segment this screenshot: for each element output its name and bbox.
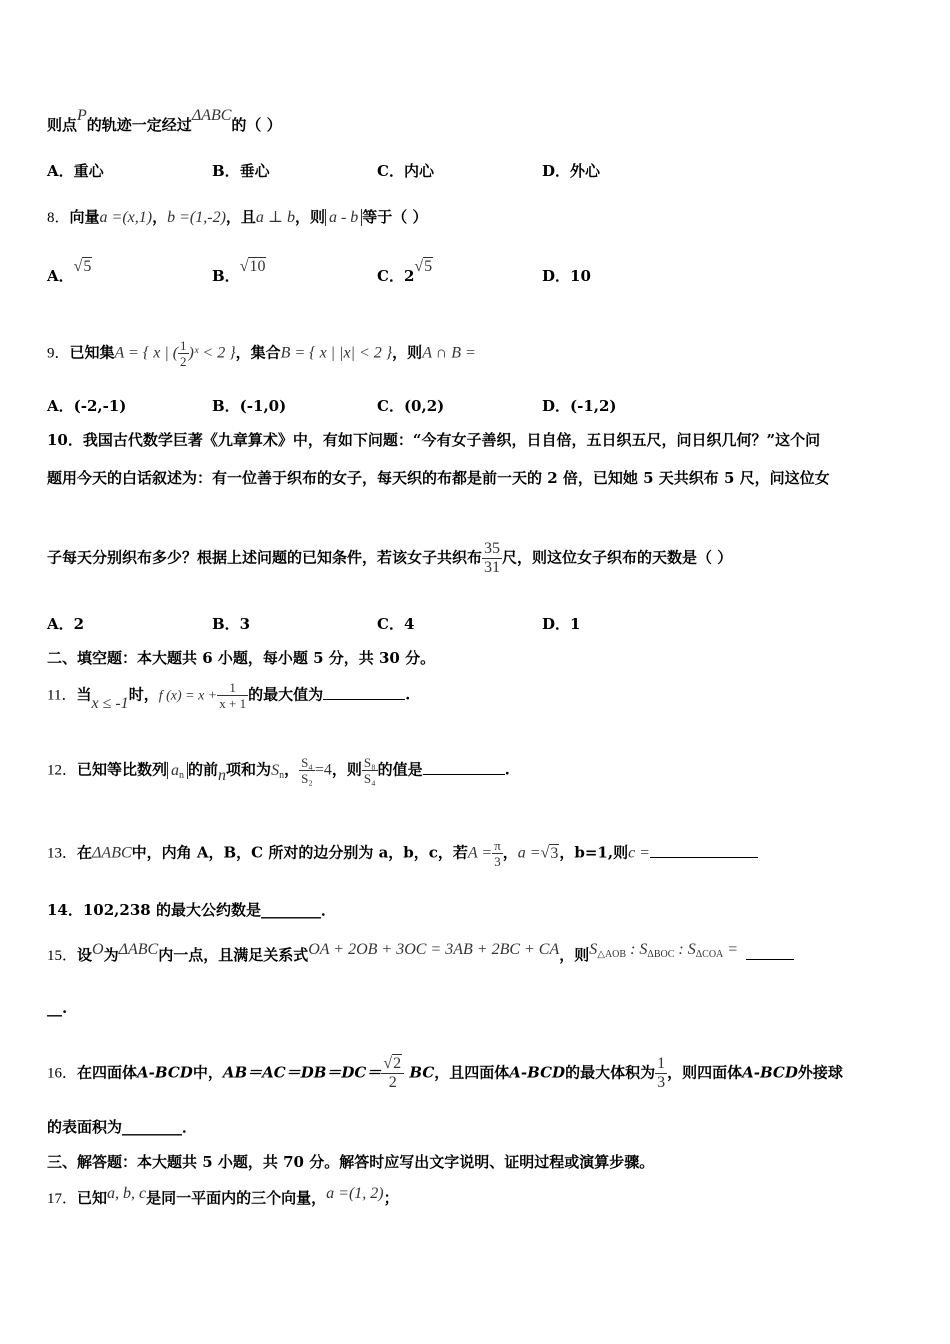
q13-stem — [47, 838, 758, 869]
q7-stem — [47, 107, 282, 136]
q9-option-a[interactable]: A．(-2,-1) — [47, 397, 127, 415]
q16-line-2: 的表面积为________． — [47, 1118, 198, 1136]
q16-volume-bottom: 3 — [657, 1074, 666, 1091]
q8-perp: a ⊥ b — [255, 209, 295, 226]
q7-text-a: 则点 — [47, 116, 78, 134]
q9-option-d[interactable]: D．(-1,2) — [542, 397, 617, 415]
q12-seq-sub: n — [179, 769, 185, 781]
q12-n: n — [218, 766, 227, 784]
q12-sn-sub: n — [279, 769, 285, 781]
q8-option-b-label: B． — [212, 267, 240, 285]
q15-text-4: ，则 — [559, 946, 590, 964]
q7-option-a[interactable]: A．重心 — [47, 162, 104, 180]
q13-triangle: ΔABC — [92, 844, 132, 862]
q13-side-c: c = — [628, 844, 650, 862]
q8-option-a-label: A． — [47, 267, 74, 285]
q10-option-b[interactable]: B．3 — [212, 615, 251, 633]
section-2-heading: 二、填空题：本大题共 6 小题，每小题 5 分，共 30 分。 — [47, 649, 436, 667]
q8-text-3: ，则 — [294, 208, 325, 226]
q16-sqrt2-bottom: 2 — [388, 1074, 397, 1091]
q10-line-3 — [47, 540, 732, 577]
q9-number: 9． — [47, 345, 70, 362]
q16-stem — [47, 1055, 843, 1092]
q10-text-b: 尺，则这位女子织布的天数是（ ） — [502, 548, 733, 567]
q13-pi-bottom: 3 — [494, 854, 501, 869]
q12-text-1: 已知等比数列 — [77, 760, 168, 779]
q9-half-top: 1 — [180, 338, 187, 353]
q12-ratio-1-bottom: S₂ — [301, 771, 313, 786]
q15-point-o: O — [92, 941, 104, 958]
q7-option-c[interactable]: C．内心 — [377, 162, 434, 180]
q8-text-4: 等于（ ） — [362, 208, 428, 226]
q16-equalities: AB＝AC＝DB＝DC＝ — [222, 1063, 382, 1082]
q8-option-a-value: 5 — [83, 258, 92, 275]
q13-text-3: ，b=1,则 — [559, 843, 629, 862]
q15-colon-2: : S — [674, 941, 696, 958]
q10-line-1: 10．我国古代数学巨著《九章算术》中，有如下问题：“今有女子善织，日自倍，五日织五尺，问日织几何？”这个问 — [47, 431, 821, 449]
q15-relation: OA + 2OB + 3OC = 3AB + 2BC + CA — [308, 941, 560, 958]
q15-stem — [47, 941, 794, 971]
q11-condition: x ≤ ‑1 — [91, 694, 129, 712]
q13-pi-fraction — [492, 838, 503, 869]
q13-sqrt-value: 3 — [550, 844, 559, 862]
q15-text-3: 内一点，且满足关系式 — [158, 946, 309, 964]
q9-text-1: 已知集 — [69, 343, 115, 362]
q8-abs-diff: a ‑ b — [325, 209, 362, 226]
q17-text-3: ； — [383, 1189, 399, 1207]
q9-option-b[interactable]: B．(-1,0) — [212, 397, 287, 415]
q10-text-a: 子每天分别织布多少？根据上述问题的已知条件，若该女子共织布 — [47, 548, 483, 567]
q7-option-b[interactable]: B．垂心 — [212, 162, 270, 180]
q11-text-2: 时， — [128, 685, 159, 704]
q12-end: . — [504, 760, 510, 779]
q16-number: 16． — [47, 1065, 78, 1082]
q7-point-p: P — [77, 107, 87, 124]
q15-equals: = — [723, 941, 739, 958]
q10-option-a[interactable]: A．2 — [47, 615, 85, 633]
q12-comma: ， — [284, 760, 300, 779]
q12-text-2: 的前 — [188, 760, 219, 779]
q11-fraction-top: 1 — [217, 680, 248, 696]
q17-number: 17． — [47, 1191, 78, 1207]
q17-text-2: 是同一平面内的三个向量， — [146, 1189, 327, 1207]
q12-text-4: ，则 — [331, 760, 362, 779]
q16-volume-top: 1 — [657, 1055, 666, 1072]
q7-text-c: 的（ ） — [231, 116, 282, 134]
q8-option-c-value: 5 — [424, 258, 433, 275]
q8-option-c-sqrt: √5 — [414, 258, 433, 275]
q12-ratio-2 — [362, 755, 378, 786]
q9-stem — [47, 338, 476, 369]
q11-number: 11． — [47, 687, 77, 704]
q8-option-b-sqrt: √10 — [239, 258, 266, 275]
q16-sqrt2-fraction — [381, 1055, 404, 1092]
q16-text-4: 的最大体积为 — [565, 1063, 656, 1082]
q16-bc: BC — [409, 1063, 435, 1082]
q16-sqrt2-value: 2 — [393, 1055, 402, 1072]
q15-number: 15． — [47, 948, 78, 964]
q12-equals-4: =4 — [314, 761, 332, 779]
q17-vector-a: a =(1, 2) — [326, 1185, 384, 1202]
q14-stem: 14．102,238 的最大公约数是________． — [47, 901, 336, 919]
q17-stem — [47, 1185, 399, 1209]
q9-option-c[interactable]: C．(0,2) — [377, 397, 445, 415]
q12-ratio-2-bottom: S₄ — [363, 771, 376, 786]
q9-half-bottom: 2 — [180, 354, 187, 369]
q12-seq-a: a — [171, 761, 180, 779]
q11-function: f (x) = x + — [158, 688, 218, 704]
q9-text-2: ，集合 — [235, 343, 281, 362]
q13-comma: ， — [502, 843, 518, 862]
q12-ratio-1 — [299, 755, 315, 786]
q15-colon-1: : S — [626, 941, 648, 958]
q8-stem — [47, 207, 428, 228]
q16-text-1: 在四面体 — [77, 1063, 138, 1082]
q7-option-d[interactable]: D．外心 — [542, 162, 601, 180]
q16-text-2: 中， — [192, 1063, 223, 1082]
q8-option-c[interactable] — [377, 258, 433, 287]
q8-text-1: 向量 — [69, 208, 100, 226]
q10-line-2: 题用今天的白话叙述为：有一位善于织布的女子，每天织的布都是前一天的 2 倍，已知她 5 天共织布 5 尺，问这位女 — [47, 469, 830, 487]
q10-option-d[interactable]: D．1 — [542, 615, 581, 633]
q15-triangle: ΔABC — [118, 941, 159, 958]
q9-half-fraction — [178, 338, 189, 369]
q10-fraction-top: 35 — [484, 540, 501, 557]
q11-fraction-bottom: x + 1 — [219, 696, 247, 711]
q15-s3-sub: ΔCOA — [695, 949, 724, 960]
q9-intersection: A ∩ B = — [422, 344, 476, 362]
q8-option-a[interactable] — [47, 258, 92, 287]
q11-text-1: 当 — [76, 685, 92, 704]
q15-s1: S — [589, 941, 598, 958]
q8-number: 8． — [47, 210, 70, 226]
q8-option-b[interactable] — [212, 258, 266, 287]
q13-number: 13． — [47, 845, 78, 862]
q9-set-a: A = { x | ( — [114, 344, 179, 362]
q8-text-2: ，且 — [225, 208, 256, 226]
q12-number: 12． — [47, 762, 78, 779]
q13-sqrt: √3 — [540, 844, 559, 862]
q17-text-1: 已知 — [77, 1189, 108, 1207]
q8-vector-b: b =(1,‑2) — [167, 209, 226, 226]
q11-answer-blank[interactable] — [323, 685, 405, 700]
q10-fraction — [482, 540, 502, 577]
q16-tetra-2: A-BCD — [509, 1063, 566, 1082]
q13-side-a: a = — [517, 844, 541, 862]
q12-ratio-1-top: S₄ — [301, 755, 313, 770]
q16-sqrt2-top — [381, 1055, 404, 1074]
q13-answer-blank[interactable] — [650, 843, 758, 858]
q7-triangle: ΔABC — [191, 107, 232, 124]
section-3-heading: 三、解答题：本大题共 5 小题，共 70 分。解答时应写出文字说明、证明过程或演算步骤。 — [47, 1153, 655, 1171]
q12-text-5: 的值是 — [377, 760, 423, 779]
q12-sequence — [167, 762, 188, 779]
q12-answer-blank[interactable] — [423, 760, 505, 775]
q15-text-2: 为 — [103, 946, 119, 964]
q8-option-a-sqrt: √5 — [73, 258, 92, 275]
q17-vectors: a, b, c — [107, 1185, 147, 1202]
q13-text-1: 在 — [77, 843, 93, 862]
q15-s1-sub: △AOB — [597, 949, 627, 960]
q12-ratio-2-top: S₈ — [363, 755, 376, 770]
q11-text-3: 的最大值为 — [248, 685, 324, 704]
q15-area-ratio — [589, 941, 738, 958]
q15-text-1: 设 — [77, 946, 93, 964]
q16-tetra-3: A-BCD — [742, 1063, 798, 1082]
q12-text-3: 项和为 — [226, 760, 272, 779]
q12-sn-s: S — [271, 761, 280, 779]
q13-text-2: 中，内角 A，B，C 所对的边分别为 a，b，c，若 — [131, 843, 468, 862]
q16-sqrt2: √2 — [383, 1055, 402, 1072]
q15-continuation: __. — [47, 999, 68, 1017]
q9-text-3: ，则 — [392, 343, 423, 362]
q11-fraction — [217, 680, 248, 711]
q7-text-b: 的轨迹一定经过 — [86, 116, 192, 134]
q12-stem — [47, 755, 510, 786]
q16-volume-fraction — [655, 1055, 667, 1092]
q15-s2-sub: ΔBOC — [647, 949, 675, 960]
q15-answer-blank[interactable] — [746, 945, 794, 960]
q16-text-3: ，且四面体 — [434, 1063, 510, 1082]
q16-text-5: ，则四面体 — [667, 1063, 743, 1082]
q11-stem — [47, 680, 410, 711]
q9-set-a-tail: )ˣ < 2 } — [188, 344, 236, 362]
q16-text-6: 外接球 — [797, 1063, 843, 1082]
q13-pi-top: π — [494, 838, 501, 853]
q10-option-c[interactable]: C．4 — [377, 615, 415, 633]
q8-option-b-value: 10 — [249, 258, 266, 275]
q8-comma: ， — [152, 208, 168, 226]
q8-vector-a: a =(x,1) — [99, 209, 153, 226]
q13-angle-a: A = — [467, 844, 493, 862]
q11-end: . — [405, 685, 411, 704]
q16-tetra-1: A-BCD — [137, 1063, 193, 1082]
q12-sn — [271, 762, 284, 779]
q8-option-d[interactable]: D．10 — [542, 267, 591, 285]
q10-fraction-bottom: 31 — [484, 559, 501, 576]
q9-set-b: B = { x | |x| < 2 } — [280, 344, 393, 362]
q8-option-c-label: C．2 — [377, 267, 415, 285]
